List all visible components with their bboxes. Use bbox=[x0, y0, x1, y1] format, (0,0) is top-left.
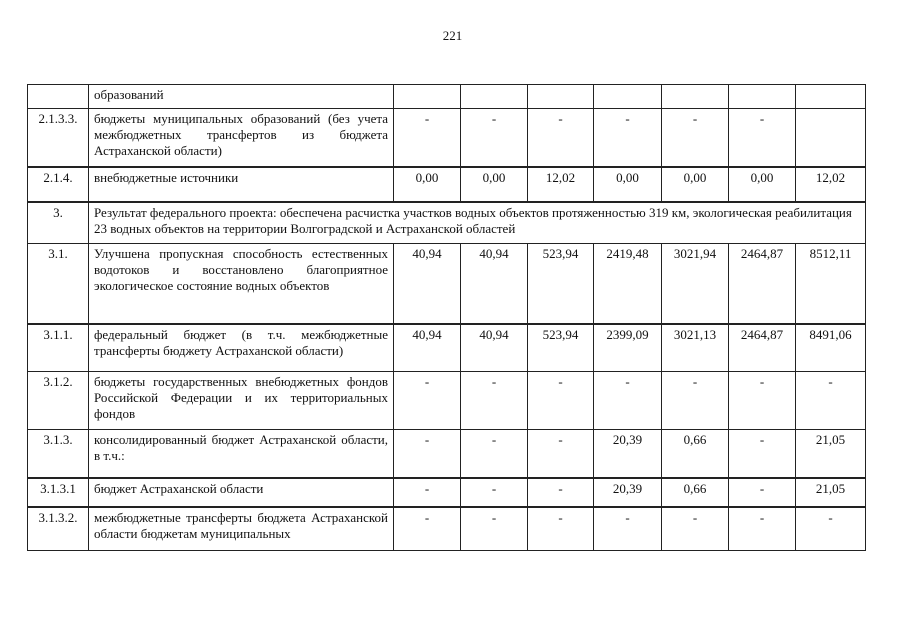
value-cell: 40,94 bbox=[394, 324, 461, 372]
value-cell: - bbox=[594, 372, 662, 430]
row-code: 3.1. bbox=[28, 244, 89, 324]
value-cell: - bbox=[461, 109, 528, 167]
value-cell: 523,94 bbox=[528, 324, 594, 372]
value-cell: - bbox=[394, 478, 461, 507]
value-cell: - bbox=[729, 372, 796, 430]
value-cell: - bbox=[662, 507, 729, 551]
value-cell bbox=[796, 109, 866, 167]
value-cell: 0,00 bbox=[729, 167, 796, 202]
value-cell: - bbox=[528, 109, 594, 167]
value-cell: - bbox=[461, 372, 528, 430]
value-cell: 0,00 bbox=[394, 167, 461, 202]
value-cell: 40,94 bbox=[394, 244, 461, 324]
value-cell: 0,66 bbox=[662, 478, 729, 507]
value-cell: 0,00 bbox=[461, 167, 528, 202]
table-row bbox=[28, 478, 866, 507]
value-cell: - bbox=[461, 430, 528, 478]
table-row bbox=[28, 202, 866, 244]
value-cell: 40,94 bbox=[461, 324, 528, 372]
row-code: 2.1.3.3. bbox=[28, 109, 89, 167]
row-code: 3.1.3.1 bbox=[28, 478, 89, 507]
value-cell: - bbox=[662, 109, 729, 167]
value-cell: - bbox=[594, 507, 662, 551]
value-cell: - bbox=[461, 507, 528, 551]
value-cell: - bbox=[662, 372, 729, 430]
value-cell: - bbox=[394, 109, 461, 167]
value-cell: 40,94 bbox=[461, 244, 528, 324]
row-code: 2.1.4. bbox=[28, 167, 89, 202]
value-cell: - bbox=[528, 372, 594, 430]
row-code bbox=[28, 85, 89, 109]
value-cell: 2399,09 bbox=[594, 324, 662, 372]
row-description: федеральный бюджет (в т.ч. межбюджетные трансферты бюджету Астраханской области) bbox=[89, 324, 394, 372]
page-number: 221 bbox=[442, 28, 463, 43]
value-cell: 0,66 bbox=[662, 430, 729, 478]
value-cell: 2419,48 bbox=[594, 244, 662, 324]
table-row bbox=[28, 109, 866, 167]
table-row bbox=[28, 372, 866, 430]
value-cell: - bbox=[394, 430, 461, 478]
value-cell: 21,05 bbox=[796, 478, 866, 507]
table-row bbox=[28, 324, 866, 372]
row-description: бюджет Астраханской области bbox=[89, 478, 394, 507]
row-description: бюджеты государственных внебюджетных фондов Российской Федерации и их территориальных фондов bbox=[89, 372, 394, 430]
value-cell: 12,02 bbox=[528, 167, 594, 202]
value-cell: 2464,87 bbox=[729, 244, 796, 324]
value-cell: - bbox=[796, 372, 866, 430]
value-cell: 8512,11 bbox=[796, 244, 866, 324]
value-cell: - bbox=[461, 478, 528, 507]
row-code: 3.1.2. bbox=[28, 372, 89, 430]
value-cell: 2464,87 bbox=[729, 324, 796, 372]
project-result-text: Результат федерального проекта: обеспечена расчистка участков водных объектов протяженностью 319 км, экологическая реабилитация 23 водных объектов на территории Волгоградской и Астраханской областей bbox=[89, 202, 866, 244]
row-code: 3. bbox=[28, 202, 89, 244]
value-cell: 12,02 bbox=[796, 167, 866, 202]
value-cell: - bbox=[729, 507, 796, 551]
row-description: бюджеты муниципальных образований (без учета межбюджетных трансфертов из бюджета Астраханской области) bbox=[89, 109, 394, 167]
value-cell: 523,94 bbox=[528, 244, 594, 324]
value-cell bbox=[528, 85, 594, 109]
value-cell: - bbox=[528, 478, 594, 507]
row-description: образований bbox=[89, 85, 394, 109]
value-cell: - bbox=[528, 430, 594, 478]
value-cell: 20,39 bbox=[594, 430, 662, 478]
row-description: межбюджетные трансферты бюджета Астраханской области бюджетам муниципальных bbox=[89, 507, 394, 551]
table-row bbox=[28, 507, 866, 551]
value-cell: - bbox=[394, 372, 461, 430]
value-cell: 0,00 bbox=[594, 167, 662, 202]
value-cell: 8491,06 bbox=[796, 324, 866, 372]
value-cell: - bbox=[528, 507, 594, 551]
value-cell bbox=[729, 85, 796, 109]
row-description: консолидированный бюджет Астраханской области, в т.ч.: bbox=[89, 430, 394, 478]
value-cell: 0,00 bbox=[662, 167, 729, 202]
value-cell bbox=[796, 85, 866, 109]
value-cell: - bbox=[729, 109, 796, 167]
table-row bbox=[28, 167, 866, 202]
value-cell: - bbox=[729, 478, 796, 507]
value-cell bbox=[461, 85, 528, 109]
table-row bbox=[28, 85, 866, 109]
value-cell: - bbox=[729, 430, 796, 478]
value-cell: - bbox=[394, 507, 461, 551]
budget-table bbox=[27, 84, 866, 551]
value-cell: 21,05 bbox=[796, 430, 866, 478]
row-code: 3.1.1. bbox=[28, 324, 89, 372]
value-cell bbox=[594, 85, 662, 109]
value-cell: - bbox=[796, 507, 866, 551]
value-cell: 3021,94 bbox=[662, 244, 729, 324]
value-cell: - bbox=[594, 109, 662, 167]
value-cell bbox=[662, 85, 729, 109]
row-description: Улучшена пропускная способность естественных водотоков и восстановлено благоприятное экологическое состояние водных объектов bbox=[89, 244, 394, 324]
table-row bbox=[28, 430, 866, 478]
row-code: 3.1.3. bbox=[28, 430, 89, 478]
row-code: 3.1.3.2. bbox=[28, 507, 89, 551]
value-cell: 20,39 bbox=[594, 478, 662, 507]
table-row bbox=[28, 244, 866, 324]
value-cell bbox=[394, 85, 461, 109]
value-cell: 3021,13 bbox=[662, 324, 729, 372]
row-description: внебюджетные источники bbox=[89, 167, 394, 202]
